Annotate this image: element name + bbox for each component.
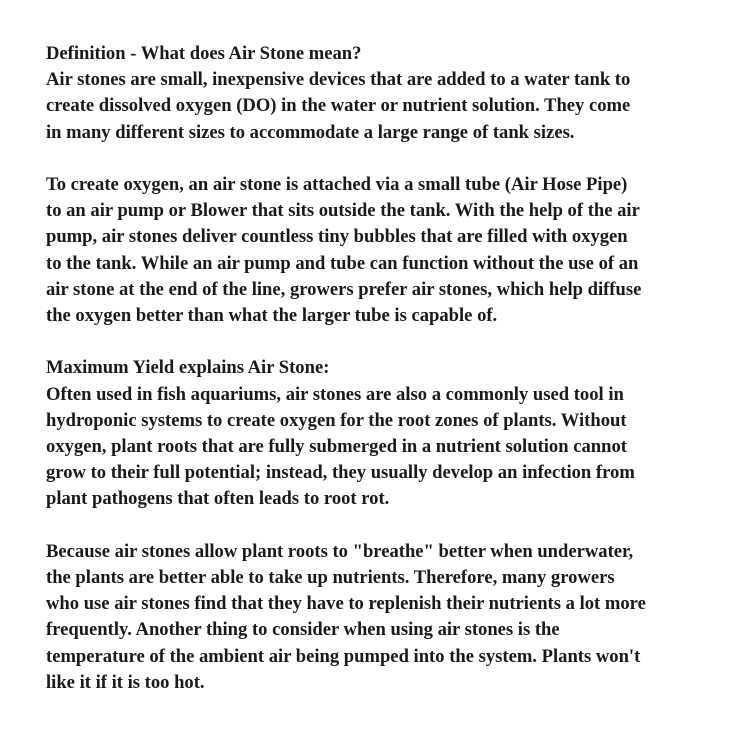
nutrients-paragraph bbox=[46, 539, 726, 696]
paragraph-line: the oxygen better than what the larger tube is capable of. bbox=[46, 305, 498, 327]
explanation-heading: Maximum Yield explains Air Stone: bbox=[46, 357, 330, 379]
paragraph-line: frequently. Another thing to consider when using air stones is the bbox=[46, 619, 560, 641]
paragraph-line: to the tank. While an air pump and tube can function without the use of an bbox=[46, 252, 639, 274]
paragraph-line: grow to their full potential; instead, they usually develop an infection from bbox=[46, 462, 635, 484]
paragraph-line: create dissolved oxygen (DO) in the water or nutrient solution. They come bbox=[46, 95, 631, 117]
paragraph-line: to an air pump or Blower that sits outside the tank. With the help of the air bbox=[46, 200, 640, 222]
paragraph-line: plant pathogens that often leads to root rot. bbox=[46, 488, 390, 510]
paragraph-line: Often used in fish aquariums, air stones are also a commonly used tool in bbox=[46, 383, 624, 405]
definition-section bbox=[46, 41, 726, 146]
definition-heading: Definition - What does Air Stone mean? bbox=[46, 43, 362, 64]
paragraph-line: temperature of the ambient air being pumped into the system. Plants won't bbox=[46, 645, 641, 667]
paragraph-line: hydroponic systems to create oxygen for the root zones of plants. Without bbox=[46, 409, 627, 431]
paragraph-line: oxygen, plant roots that are fully submerged in a nutrient solution cannot bbox=[46, 436, 627, 458]
paragraph-line: Air stones are small, inexpensive devices that are added to a water tank to bbox=[46, 69, 631, 91]
paragraph-line: air stone at the end of the line, growers prefer air stones, which help diffuse bbox=[46, 278, 642, 300]
paragraph-line: Because air stones allow plant roots to "breathe" better when underwater, bbox=[46, 540, 634, 562]
paragraph-line: like it if it is too hot. bbox=[46, 671, 205, 693]
explanation-section bbox=[46, 355, 726, 512]
oxygen-paragraph bbox=[46, 172, 726, 329]
paragraph-line: the plants are better able to take up nutrients. Therefore, many growers bbox=[46, 567, 615, 589]
document-body bbox=[46, 41, 726, 722]
paragraph-line: who use air stones find that they have to replenish their nutrients a lot more bbox=[46, 593, 646, 615]
paragraph-line: pump, air stones deliver countless tiny bubbles that are filled with oxygen bbox=[46, 226, 628, 248]
paragraph-line: To create oxygen, an air stone is attached via a small tube (Air Hose Pipe) bbox=[46, 174, 628, 195]
paragraph-line: in many different sizes to accommodate a large range of tank sizes. bbox=[46, 121, 575, 143]
